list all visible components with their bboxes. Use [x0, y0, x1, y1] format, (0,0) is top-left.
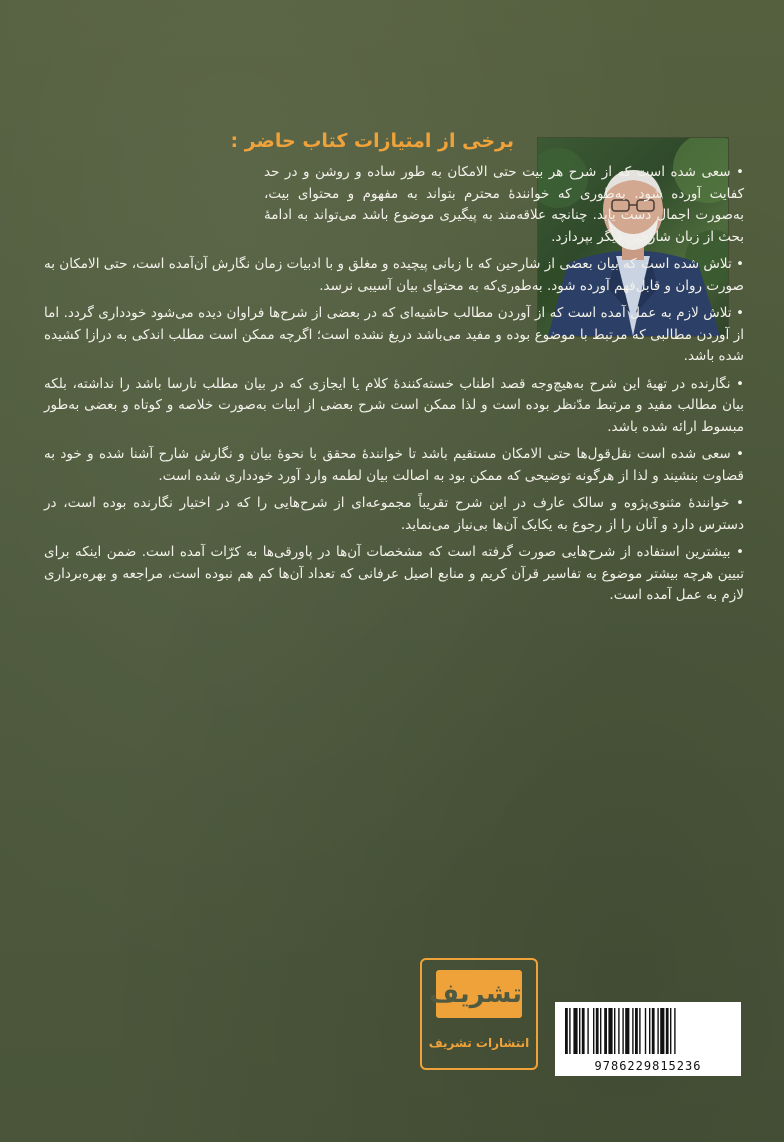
isbn-number: 9786229815236 [594, 1059, 702, 1073]
barcode-bar [666, 1008, 669, 1054]
publisher-logo-mark: تشریف [436, 970, 522, 1018]
feature-item: • خوانندهٔ مثنوی‌پژوه و سالک عارف در این شرح تقریباً مجموعه‌ای از شرح‌هایی را که در اختیار نگارنده بوده است، در دسترس دارد و آنان را از رجوع به یکایک آن‌ها بی‌نیاز می‌نماید. [44, 493, 744, 536]
feature-item: • بیشترین استفاده از شرح‌هایی صورت گرفته است که مشخصات آن‌ها در پاورقی‌ها به کرّات آمده است. ضمن اینکه برای تبیین هرچه بیشتر موضوع به تفاسیر قرآن کریم و منابع اصیل عرفانی که تعداد آن‌ها کم هم نبوده است، مراجعه و بهره‌برداری لازم به عمل آمده است. [44, 542, 744, 607]
barcode-bar [582, 1008, 585, 1054]
barcode-bar [593, 1008, 594, 1054]
barcode-bar [649, 1008, 650, 1054]
barcode-bar [579, 1008, 580, 1054]
barcode-bar [565, 1008, 568, 1054]
barcode-bar [600, 1008, 601, 1054]
barcode-bar [645, 1008, 646, 1054]
barcode-bar [657, 1008, 658, 1054]
barcode-bar [670, 1008, 671, 1054]
feature-item: • سعی شده است که از شرح هر بیت حتی الامکان به طور ساده و روشن و در حد کفایت آورده شود. به‌طوری که خوانندهٔ محترم بتواند به مفهوم و محتوای بیت، به‌صورت اجمال دست یابد. چنانچه علاقه‌مند به پیگیری موضوع باشد می‌تواند به ادامهٔ بحث از زبان شارحین دیگر بپردازد. [44, 162, 744, 248]
barcode-bar [587, 1008, 588, 1054]
barcode-bar [604, 1008, 607, 1054]
publisher-name: انتشارات تشریف [428, 1036, 530, 1050]
barcode-bar [614, 1008, 615, 1054]
barcode-bar [618, 1008, 619, 1054]
barcode-bar [608, 1008, 612, 1054]
feature-item: • سعی شده است نقل‌قول‌ها حتی الامکان مستقیم باشد تا خوانندهٔ محقق با نحوهٔ بیان و نگارش شارح آشنا شده و خود به قضاوت بنشیند و لذا از هرگونه توضیحی که ممکن بود به اصالت بیان لطمه وارد آورد خودداری شده است. [44, 444, 744, 487]
barcode-bar [573, 1008, 577, 1054]
barcode-bar [652, 1008, 655, 1054]
feature-item: • تلاش لازم به عمل آمده است که از آوردن مطالب حاشیه‌ای که در بعضی از شرح‌ها فراوان دیده می‌شود خودداری گردد. اما از آوردن مطالبی که مرتبط با موضوع بوده و مفید می‌باشد دریغ نشده است؛ اگرچه ممکن است مطلب اندکی به درازا کشیده شده باشد. [44, 303, 744, 368]
barcode-bar [596, 1008, 599, 1054]
barcode-bar [635, 1008, 638, 1054]
isbn-barcode [555, 1002, 741, 1076]
barcode-bars [563, 1008, 733, 1054]
publisher-logo [420, 958, 538, 1070]
barcode-bar [625, 1008, 629, 1054]
barcode-bar [639, 1008, 640, 1054]
barcode-bar [674, 1008, 675, 1054]
section-heading: برخی از امتیازات کتاب حاضر : [230, 130, 514, 152]
feature-item: • نگارنده در تهیهٔ این شرح به‌هیچ‌وجه قصد اطناب خسته‌کنندهٔ کلام یا ایجازی که در بیان مطلب نارسا باشد را نداشته، بلکه بیان مطالب مفید و مرتبط مدّنظر بوده است و لذا ممکن است شرح بعضی از ابیات به‌صورت خلاصه و کوتاه و بعضی به‌طور مبسوط ارائه شده باشد. [44, 374, 744, 439]
features-list [44, 162, 744, 613]
barcode-bar [660, 1008, 664, 1054]
barcode-bar [569, 1008, 570, 1054]
barcode-bar [632, 1008, 633, 1054]
barcode-bar [622, 1008, 623, 1054]
feature-item: • تلاش شده است که بیان بعضی از شارحین که با زبانی پیچیده و مغلق و با ادبیات زمان نگارش آن‌آمده است، حتی الامکان به صورت روان و قابل‌فهم آورده شود. به‌طوری‌که به محتوای بیان آسیبی نرسد. [44, 254, 744, 297]
